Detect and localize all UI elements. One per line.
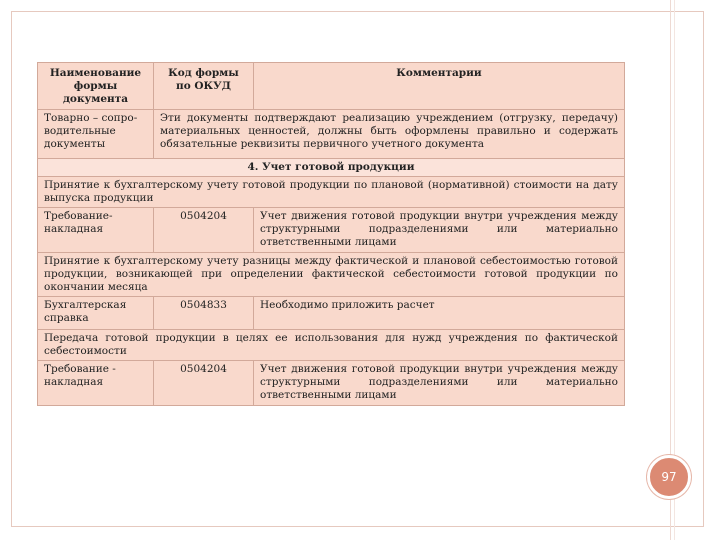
table-row [38, 297, 625, 330]
row2-comment: Необходимо приложить расчет [254, 297, 625, 330]
row-goods-comment: Эти документы подтверждают реализацию учреждением (отгрузку, передачу) материальных ценностей, должны быть оформлены правильно и содержать обязательные реквизиты первичного учетного документа [154, 110, 625, 159]
description-row [38, 177, 625, 208]
documents-table [37, 62, 625, 406]
row-goods-name: Товарно – сопро-водительные документы [38, 110, 154, 159]
header-name: Наименование формы документа [38, 63, 154, 110]
table-row [38, 110, 625, 159]
row3-name: Требование - накладная [38, 361, 154, 406]
table-row [38, 208, 625, 253]
row2-name: Бухгалтерская справка [38, 297, 154, 330]
table-header-row [38, 63, 625, 110]
description-row [38, 330, 625, 361]
section-row [38, 159, 625, 177]
row1-name: Требование-накладная [38, 208, 154, 253]
row2-code: 0504833 [154, 297, 254, 330]
row1-comment: Учет движения готовой продукции внутри учреждения между структурными подразделениями или материально ответственными лицами [254, 208, 625, 253]
row1-code: 0504204 [154, 208, 254, 253]
page-number-badge: 97 [647, 455, 691, 499]
description-row [38, 253, 625, 297]
description-1: Принятие к бухгалтерскому учету готовой продукции по плановой (нормативной) стоимости на дату выпуска продукции [38, 177, 625, 208]
table-row [38, 361, 625, 406]
row3-code: 0504204 [154, 361, 254, 406]
header-code: Код формы по ОКУД [154, 63, 254, 110]
header-comment: Комментарии [254, 63, 625, 110]
description-2: Принятие к бухгалтерскому учету разницы между фактической и плановой себестоимостью готовой продукции, возникающей при определении фактической себестоимости готовой продукции по окончании месяца [38, 253, 625, 297]
section-title: 4. Учет готовой продукции [38, 159, 625, 177]
description-3: Передача готовой продукции в целях ее использования для нужд учреждения по фактической себестоимости [38, 330, 625, 361]
row3-comment: Учет движения готовой продукции внутри учреждения между структурными подразделениями или материально ответственными лицами [254, 361, 625, 406]
